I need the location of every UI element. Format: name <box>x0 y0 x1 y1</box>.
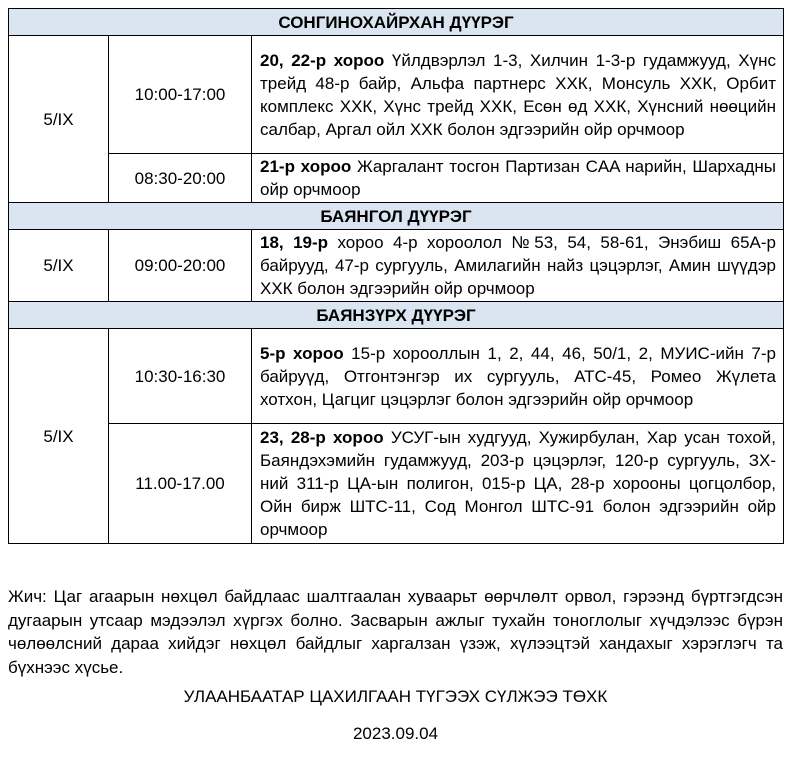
khoroo-label: 20, 22-р хороо <box>260 50 385 70</box>
outage-date: 5/IX <box>9 36 109 203</box>
district-name: БАЯНГОЛ ДҮҮРЭГ <box>9 203 784 230</box>
district-header-row <box>9 203 784 230</box>
document-date: 2023.09.04 <box>352 724 439 743</box>
outage-area <box>252 329 784 424</box>
khoroo-label: 21-р хороо <box>260 157 352 176</box>
outage-area <box>252 424 784 544</box>
outage-time: 10:30-16:30 <box>109 329 252 424</box>
area-text: Үйлдвэрлэл 1-3, Хилчин 1-3-р гудамжууд, Хүнс трейд 48-р байр, Альфа партнерс ХХК, Монсуль ХХК, Орбит комплекс ХХК, Хүнс трейд ХХК, Есөн өд ХХК, Хүнсний нөөцийн салбар, Аргал ойл ХХК болон эдгээрийн ойр орчмоор <box>260 50 777 139</box>
district-name: БАЯНЗҮРХ ДҮҮРЭГ <box>9 302 784 329</box>
schedule-row <box>9 36 784 154</box>
outage-date: 5/IX <box>9 329 109 544</box>
outage-time: 11.00-17.00 <box>109 424 252 544</box>
area-text: УСУГ-ын худгууд, Хужирбулан, Хар усан тохой, Баяндэхэмийн гудамжууд, 203-р цэцэрлэг, 120-р сургууль, ЗХ-ний 311-р ЦА-ын полигон, 015-р ЦА, 28-р хорооны цогцолбор, Ойн бирж ШТС-11, Сод Монгол ШТС-91 болон эдгээрийн ойр орчмоор <box>260 428 776 539</box>
schedule-row <box>9 154 784 203</box>
outage-time: 08:30-20:00 <box>109 154 252 203</box>
district-header-row <box>9 9 784 36</box>
schedule-row <box>9 329 784 424</box>
outage-area <box>252 154 784 203</box>
schedule-row <box>9 230 784 302</box>
area-text: 15-р хорооллын 1, 2, 44, 46, 50/1, 2, МУИС-ийн 7-р байруүд, Отгонтэнгэр их сургууль, АТС-45, Ромео Жүлета хотхон, Цагциг цэцэрлэг болон эдгээрийн ойр орчмоор <box>260 343 776 409</box>
outage-area <box>252 36 784 154</box>
outage-area <box>252 230 784 302</box>
outage-date: 5/IX <box>9 230 109 302</box>
outage-schedule-table <box>8 8 784 544</box>
district-name: СОНГИНОХАЙРХАН ДҮҮРЭГ <box>9 9 784 36</box>
outage-time: 10:00-17:00 <box>109 36 252 154</box>
khoroo-label: 18, 19-р <box>260 233 329 252</box>
khoroo-label: 5-р хороо <box>260 343 344 363</box>
area-text: хороо 4-р хороолол №53, 54, 58-61, Энэбиш 65А-р байрууд, 47-р сургууль, Амилагийн найз цэцэрлэг, Амин шүүдэр ХХК болон эдгээрийн ойр орчмоор <box>260 233 776 298</box>
area-text: Жаргалант тосгон Партизан СAA нарийн, Шархадны ойр орчмоор <box>260 157 776 199</box>
district-header-row <box>9 302 784 329</box>
organization-name: УЛААНБААТАР ЦАХИЛГААН ТҮГЭЭХ СҮЛЖЭЭ ТӨХК <box>183 687 608 706</box>
outage-time: 09:00-20:00 <box>109 230 252 302</box>
footnote: Жич: Цаг агаарын нөхцөл байдлаас шалтгаалан хуваарьт өөрчлөлт орвол, гэрээнд бүртгэгдсэн дугаарын утсаар мэдээлэл хүргэх болно. Засварын ажлыг тухайн тоноглолыг хүчдэлээс бүрэн чөлөөлсний дараа хийдэг нөхцөл байдлыг харгалзан үзэж, хүлээцтэй хандахыг хэрэглэгч та бүхнээс хүсье. <box>8 587 783 677</box>
khoroo-label: 23, 28-р хороо <box>260 428 384 447</box>
schedule-row <box>9 424 784 544</box>
